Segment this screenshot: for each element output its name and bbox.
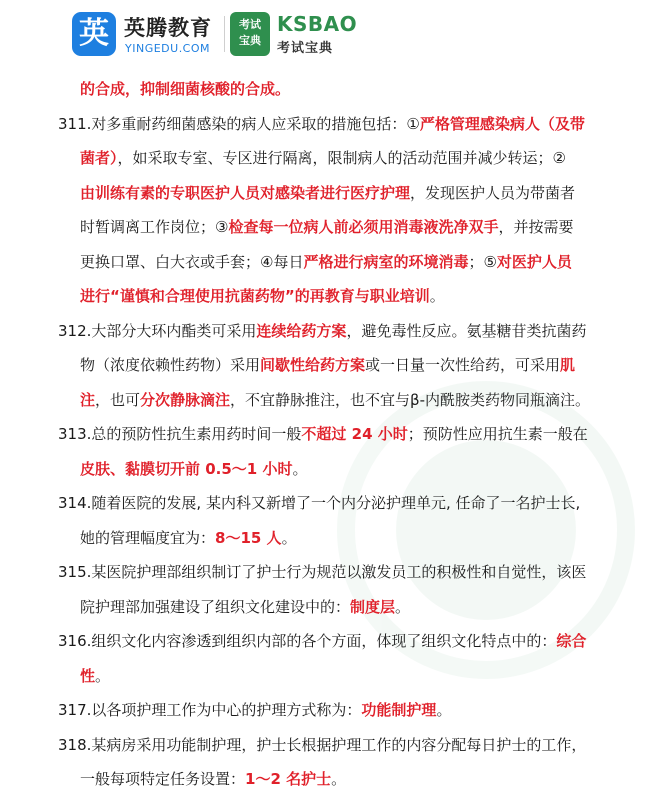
- text-line: [80, 521, 640, 556]
- ksbao-brand-cn: 考试宝典: [277, 41, 334, 56]
- body-text: ，发现医护人员为带菌者: [410, 183, 576, 202]
- body-text: 大部分大环内酯类可采用: [91, 321, 257, 340]
- body-text: ；预防性应用抗生素一般在: [407, 425, 588, 443]
- highlighted-text: 综合: [556, 632, 587, 650]
- text-line: [58, 555, 640, 590]
- text-line: [80, 210, 640, 245]
- highlighted-text: 连续给药方案: [256, 321, 347, 340]
- page-header: [72, 12, 632, 68]
- highlighted-text: 检查每一位病人前必须用消毒液洗净双手: [228, 218, 499, 236]
- ksbao-logo-line1: 考试: [239, 18, 261, 31]
- body-text: 以各项护理工作为中心的护理方式称为：: [91, 701, 362, 719]
- text-line: [80, 383, 640, 418]
- item-number: 312.: [58, 321, 92, 340]
- body-text: 一般每项特定任务设置：: [80, 770, 246, 788]
- body-text: 。: [281, 528, 297, 547]
- body-text: 或一日量一次性给药，可采用: [365, 356, 561, 374]
- body-text: 。: [292, 459, 308, 478]
- body-text: 更换口罩、白大衣或手套；④每日: [80, 252, 304, 271]
- item-number: 311.: [58, 114, 92, 133]
- body-text: 。: [331, 770, 347, 788]
- highlighted-text: 菌者）: [80, 149, 118, 167]
- item-number: 315.: [58, 563, 92, 581]
- highlighted-text: 由训练有素的专职医护人员对感染者进行医疗护理: [80, 183, 411, 202]
- highlighted-text: 8～15 人: [215, 528, 282, 547]
- body-text: 对多重耐药细菌感染的病人应采取的措施包括：①: [91, 114, 420, 133]
- highlighted-text: 功能制护理: [361, 701, 437, 719]
- body-text: 某医院护理部组织制订了护士行为规范以激发员工的积极性和自觉性，该医: [91, 563, 587, 581]
- body-text: 总的预防性抗生素用药时间一般: [91, 425, 302, 443]
- highlighted-text: 皮肤、黏膜切开前 0.5～1 小时: [80, 459, 293, 478]
- text-line: [80, 176, 640, 211]
- text-line: [80, 141, 640, 176]
- logo-divider: [224, 16, 225, 52]
- text-line: [58, 314, 640, 349]
- body-text: ，并按需要: [498, 218, 574, 236]
- body-text: 某病房采用功能制护理，护士长根据护理工作的内容分配每日护士的工作，: [91, 735, 587, 754]
- text-line: [80, 452, 640, 487]
- body-text: 。: [395, 597, 411, 616]
- text-line: [80, 348, 640, 383]
- body-text: 。: [95, 666, 111, 685]
- text-line: [58, 107, 640, 142]
- text-line: [58, 624, 640, 659]
- body-text: 她的管理幅度宜为：: [80, 528, 216, 547]
- body-text: 。: [429, 287, 445, 305]
- highlighted-text: 对医护人员: [496, 252, 572, 271]
- body-text: 时暂调离工作岗位；③: [80, 218, 229, 236]
- text-line: [58, 486, 640, 521]
- text-line: [80, 245, 640, 280]
- ksbao-brand-en: KSBAO: [277, 12, 358, 36]
- ksbao-logo-line2: 宝典: [239, 34, 261, 47]
- text-line: [58, 693, 640, 728]
- highlighted-text: 间歇性给药方案: [260, 356, 366, 374]
- highlighted-text: 进行“谨慎和合理使用抗菌药物”的再教育与职业培训: [80, 287, 430, 305]
- highlighted-text: 不超过 24 小时: [301, 425, 408, 443]
- highlighted-text: 1～2 名护士: [245, 770, 332, 788]
- body-text: ，避免毒性反应。氨基糖苷类抗菌药: [346, 321, 587, 340]
- highlighted-text: 注: [80, 390, 96, 409]
- text-line: [58, 417, 640, 452]
- highlighted-text: 严格管理感染病人（及带: [419, 114, 585, 133]
- yingedu-logo-icon: 英: [72, 12, 116, 56]
- body-text: ，不宜静脉推注，也不宜与β-内酰胺类药物同瓶滴注。: [230, 390, 591, 409]
- item-number: 314.: [58, 494, 92, 512]
- document-body: [58, 72, 640, 797]
- highlighted-text: 严格进行病室的环境消毒: [303, 252, 469, 271]
- text-line: [80, 659, 640, 694]
- body-text: ，如采取专室、专区进行隔离，限制病人的活动范围并减少转运；②: [117, 149, 566, 167]
- yingedu-brand-name: 英腾教育: [124, 16, 212, 40]
- item-number: 316.: [58, 632, 92, 650]
- highlighted-text: 肌: [560, 356, 576, 374]
- item-number: 318.: [58, 735, 92, 754]
- body-text: ；⑤: [468, 252, 497, 271]
- item-number: 317.: [58, 701, 92, 719]
- body-text: 。: [436, 701, 452, 719]
- body-text: 随着医院的发展, 某内科又新增了一个内分泌护理单元, 任命了一名护士长,: [91, 494, 581, 512]
- ksbao-logo-icon: [230, 12, 270, 56]
- text-line: [80, 590, 640, 625]
- highlighted-text: 分次静脉滴注: [140, 390, 231, 409]
- yingedu-url: YINGEDU.COM: [125, 42, 211, 55]
- text-line: [80, 279, 640, 314]
- highlighted-text: 的合成，抑制细菌核酸的合成。: [80, 80, 291, 98]
- body-text: 物（浓度依赖性药物）采用: [80, 356, 261, 374]
- highlighted-text: 性: [80, 666, 96, 685]
- text-line: [58, 728, 640, 763]
- body-text: 院护理部加强建设了组织文化建设中的：: [80, 597, 351, 616]
- text-line: [80, 72, 640, 107]
- highlighted-text: 制度层: [350, 597, 396, 616]
- text-line: [80, 762, 640, 797]
- body-text: 组织文化内容渗透到组织内部的各个方面，体现了组织文化特点中的：: [91, 632, 557, 650]
- item-number: 313.: [58, 425, 92, 443]
- body-text: ，也可: [95, 390, 141, 409]
